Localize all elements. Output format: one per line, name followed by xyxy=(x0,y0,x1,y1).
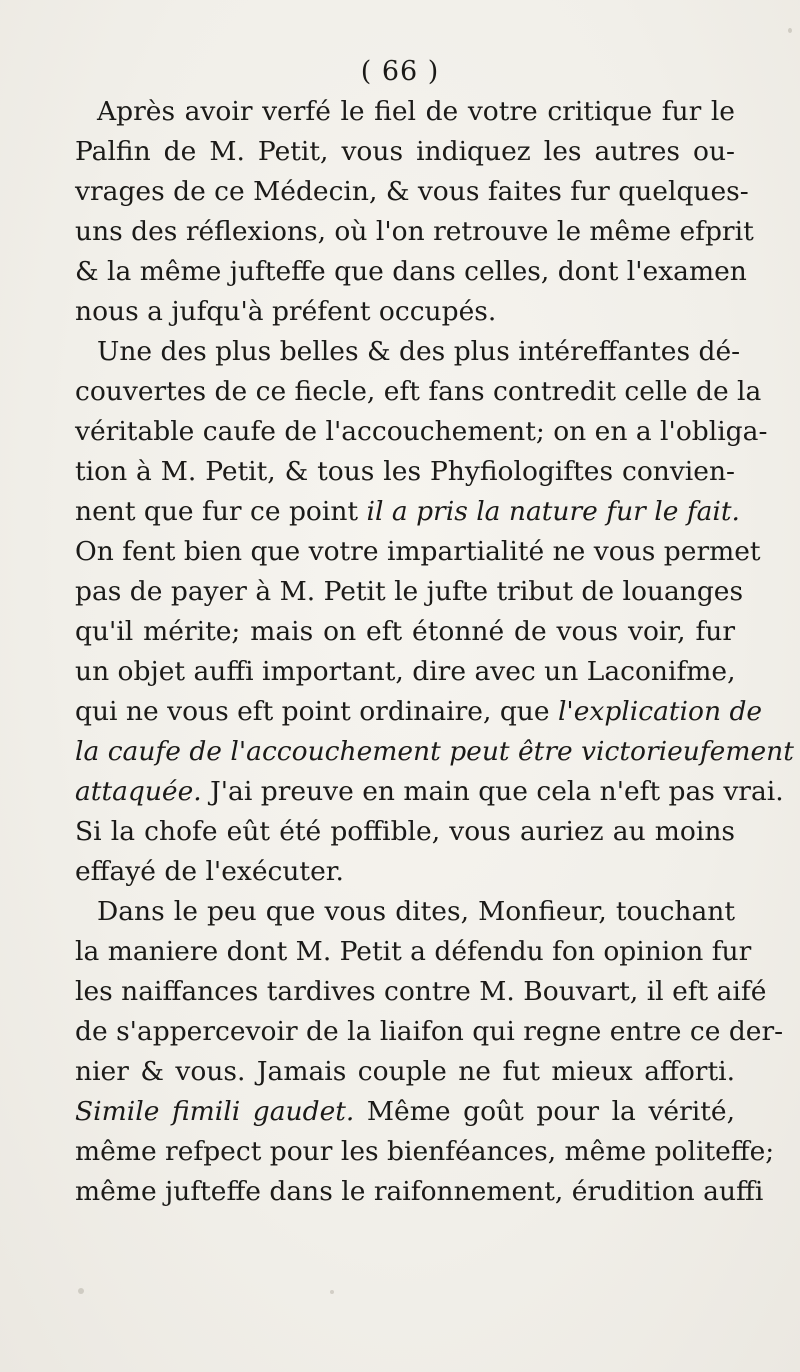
italic-text: il a pris la nature fur le fait. xyxy=(366,496,740,527)
text-line xyxy=(75,1172,764,1212)
text-run: vrages de ce Médecin, & vous faites fur quelques- xyxy=(75,176,749,207)
text-line xyxy=(75,92,735,132)
text-line xyxy=(75,612,735,652)
text-run: qu'il mérite; mais on eft étonné de vous voir, fur xyxy=(75,616,735,647)
text-line xyxy=(75,252,747,292)
paper-speck xyxy=(78,1288,84,1294)
text-run: tion à M. Petit, & tous les Phyfiologiftes convien- xyxy=(75,456,735,487)
text-line xyxy=(75,1052,735,1092)
text-line xyxy=(75,492,740,532)
text-line xyxy=(75,452,735,492)
text-run: la maniere dont M. Petit a défendu fon opinion fur xyxy=(75,936,752,967)
text-run: qui ne vous eft point ordinaire, que xyxy=(75,696,558,727)
text-run: même jufteffe dans le raifonnement, érudition auffi xyxy=(75,1176,764,1207)
text-run: On fent bien que votre impartialité ne vous permet xyxy=(75,536,761,567)
text-line xyxy=(75,332,741,372)
text-run: pas de payer à M. Petit le jufte tribut de louanges xyxy=(75,576,744,607)
text-line xyxy=(75,972,767,1012)
text-run: Une des plus belles & des plus intéreffantes dé- xyxy=(97,336,741,367)
text-line xyxy=(75,652,735,692)
text-run: Dans le peu que vous dites, Monfieur, touchant xyxy=(97,896,735,927)
text-run: couvertes de ce fiecle, eft fans contredit celle de la xyxy=(75,376,762,407)
text-run: nent que fur ce point xyxy=(75,496,367,527)
text-line xyxy=(75,132,735,172)
text-line xyxy=(75,532,761,572)
text-run: Palfin de M. Petit, vous indiquez les autres ou- xyxy=(75,136,735,167)
italic-text: l'explication de xyxy=(557,696,763,727)
text-run: nous a jufqu'à préfent occupés. xyxy=(75,296,497,327)
text-line xyxy=(75,1012,784,1052)
text-run: un objet auffi important, dire avec un Laconifme, xyxy=(75,656,736,687)
text-line xyxy=(75,772,784,812)
text-line xyxy=(75,412,768,452)
text-line xyxy=(75,692,763,732)
text-run: les naiffances tardives contre M. Bouvart, il eft aifé xyxy=(75,976,767,1007)
page-number: ( 66 ) xyxy=(360,56,440,87)
text-line xyxy=(75,892,735,932)
text-line xyxy=(75,572,744,612)
text-line xyxy=(75,1092,735,1132)
text-line xyxy=(75,932,752,972)
text-run: effayé de l'exécuter. xyxy=(75,856,344,887)
text-run: Après avoir verfé le fiel de votre critique fur le xyxy=(97,96,735,127)
body-text xyxy=(75,92,794,1212)
text-line xyxy=(75,172,749,212)
text-run: véritable caufe de l'accouchement; on en a l'obliga- xyxy=(75,416,768,447)
italic-text: la caufe de l'accouchement peut être victorieufement xyxy=(75,736,794,767)
italic-text: Simile fimili gaudet. xyxy=(75,1096,355,1127)
text-run: & la même jufteffe que dans celles, dont l'examen xyxy=(75,256,747,287)
text-run: uns des réflexions, où l'on retrouve le même efprit xyxy=(75,216,754,247)
text-line xyxy=(75,732,794,772)
text-run: Même goût pour la vérité, xyxy=(354,1096,735,1127)
text-run: nier & vous. Jamais couple ne fut mieux afforti. xyxy=(75,1056,735,1087)
text-run: Si la chofe eût été poffible, vous auriez au moins xyxy=(75,816,735,847)
text-line xyxy=(75,372,762,412)
text-run: même refpect pour les bienféances, même politeffe; xyxy=(75,1136,775,1167)
text-line xyxy=(75,812,735,852)
paper-speck xyxy=(330,1290,334,1294)
text-line xyxy=(75,852,735,892)
text-run: J'ai preuve en main que cela n'eft pas vrai. xyxy=(201,776,784,807)
paper-speck xyxy=(788,28,792,33)
text-line xyxy=(75,292,735,332)
italic-text: attaquée. xyxy=(75,776,202,807)
text-line xyxy=(75,212,754,252)
text-run: de s'appercevoir de la liaifon qui regne entre ce der- xyxy=(75,1016,784,1047)
text-line xyxy=(75,1132,775,1172)
